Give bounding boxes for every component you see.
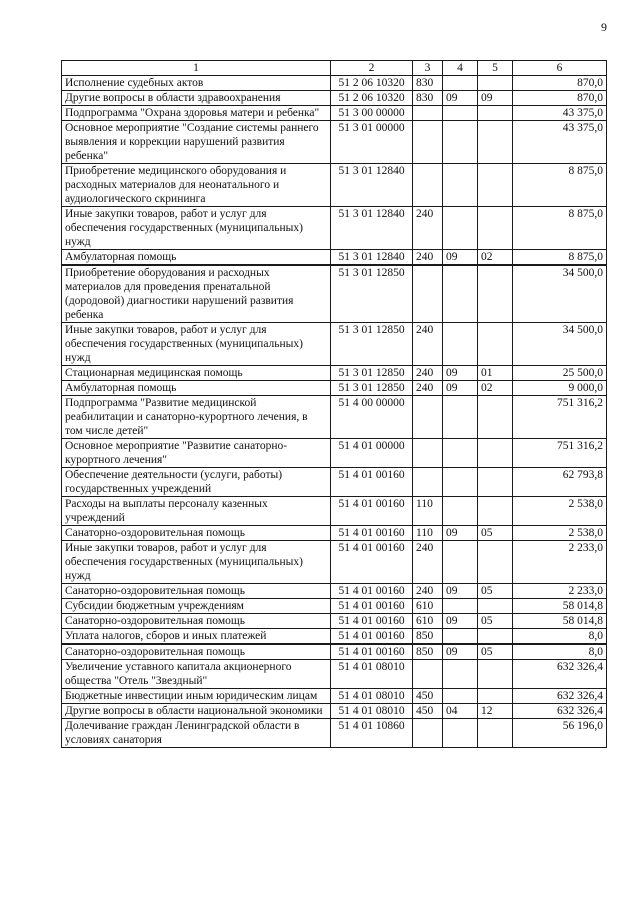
cell-c4 (443, 323, 478, 366)
cell-c4 (443, 396, 478, 439)
cell-c3 (413, 164, 443, 207)
header-cell: 1 (62, 61, 331, 76)
cell-code: 51 3 00 00000 (331, 106, 413, 121)
cell-amount: 870,0 (513, 76, 607, 91)
table-row (62, 689, 607, 704)
cell-code: 51 3 01 12850 (331, 381, 413, 396)
cell-name: Амбулаторная помощь (62, 381, 331, 396)
cell-c4 (443, 689, 478, 704)
cell-c4 (443, 164, 478, 207)
cell-c4 (443, 106, 478, 121)
table-header-row (62, 61, 607, 76)
cell-c5 (478, 541, 513, 584)
cell-code: 51 4 01 00160 (331, 468, 413, 497)
cell-c5 (478, 106, 513, 121)
cell-name: Санаторно-оздоровительная помощь (62, 584, 331, 599)
cell-c3 (413, 719, 443, 748)
cell-c5: 05 (478, 614, 513, 629)
cell-c5 (478, 76, 513, 91)
cell-code: 51 4 01 00000 (331, 439, 413, 468)
cell-name: Обеспечение деятельности (услуги, работы) государственных учреждений (62, 468, 331, 497)
cell-code: 51 4 01 00160 (331, 526, 413, 541)
cell-c4 (443, 76, 478, 91)
cell-c3: 610 (413, 614, 443, 629)
cell-c4: 09 (443, 526, 478, 541)
header-cell: 2 (331, 61, 413, 76)
cell-amount: 25 500,0 (513, 366, 607, 381)
cell-code: 51 2 06 10320 (331, 91, 413, 106)
cell-c3: 110 (413, 526, 443, 541)
table-row (62, 439, 607, 468)
cell-c5 (478, 439, 513, 468)
cell-code: 51 4 01 00160 (331, 629, 413, 645)
cell-c4 (443, 660, 478, 689)
table-row (62, 207, 607, 250)
cell-name: Приобретение медицинского оборудования и расходных материалов для неонатального и аудиологического скрининга (62, 164, 331, 207)
cell-c5 (478, 599, 513, 614)
table-row (62, 719, 607, 748)
cell-code: 51 3 01 12850 (331, 265, 413, 323)
cell-code: 51 4 01 08010 (331, 704, 413, 719)
cell-c3: 240 (413, 366, 443, 381)
table-row (62, 76, 607, 91)
cell-c4 (443, 497, 478, 526)
cell-c3: 850 (413, 629, 443, 645)
cell-amount: 62 793,8 (513, 468, 607, 497)
table-row (62, 704, 607, 719)
table-row (62, 396, 607, 439)
cell-c3 (413, 265, 443, 323)
cell-c5: 05 (478, 526, 513, 541)
cell-c5: 09 (478, 91, 513, 106)
cell-name: Стационарная медицинская помощь (62, 366, 331, 381)
cell-c4: 04 (443, 704, 478, 719)
cell-name: Подпрограмма "Охрана здоровья матери и ребенка" (62, 106, 331, 121)
cell-c5: 12 (478, 704, 513, 719)
cell-c4: 09 (443, 250, 478, 266)
cell-c5 (478, 468, 513, 497)
cell-amount: 9 000,0 (513, 381, 607, 396)
cell-c5 (478, 265, 513, 323)
table-row (62, 106, 607, 121)
cell-c4: 09 (443, 614, 478, 629)
cell-code: 51 2 06 10320 (331, 76, 413, 91)
cell-c5: 02 (478, 381, 513, 396)
cell-code: 51 3 01 12850 (331, 366, 413, 381)
table-row (62, 91, 607, 106)
cell-c4 (443, 121, 478, 164)
cell-c5: 05 (478, 644, 513, 660)
cell-code: 51 4 01 00160 (331, 541, 413, 584)
cell-amount: 34 500,0 (513, 265, 607, 323)
cell-name: Расходы на выплаты персоналу казенных учреждений (62, 497, 331, 526)
cell-c4 (443, 207, 478, 250)
cell-c3: 450 (413, 689, 443, 704)
cell-name: Иные закупки товаров, работ и услуг для обеспечения государственных (муниципальных) нужд (62, 207, 331, 250)
cell-c5 (478, 207, 513, 250)
cell-name: Субсидии бюджетным учреждениям (62, 599, 331, 614)
table-row (62, 629, 607, 645)
table-row (62, 584, 607, 599)
cell-c3 (413, 396, 443, 439)
cell-code: 51 3 01 12840 (331, 250, 413, 266)
cell-c3: 830 (413, 91, 443, 106)
cell-c3 (413, 660, 443, 689)
cell-amount: 58 014,8 (513, 614, 607, 629)
cell-code: 51 4 01 00160 (331, 614, 413, 629)
cell-code: 51 3 01 12840 (331, 207, 413, 250)
cell-amount: 8 875,0 (513, 207, 607, 250)
cell-code: 51 3 01 12840 (331, 164, 413, 207)
cell-name: Подпрограмма "Развитие медицинской реабилитации и санаторно-курортного лечения, в том числе детей" (62, 396, 331, 439)
cell-amount: 34 500,0 (513, 323, 607, 366)
cell-amount: 8 875,0 (513, 164, 607, 207)
cell-c4: 09 (443, 381, 478, 396)
cell-name: Санаторно-оздоровительная помощь (62, 614, 331, 629)
cell-c4: 09 (443, 366, 478, 381)
cell-c5 (478, 660, 513, 689)
page-number: 9 (601, 20, 607, 34)
budget-table (61, 60, 607, 748)
cell-amount: 8 875,0 (513, 250, 607, 266)
cell-code: 51 4 01 00160 (331, 584, 413, 599)
cell-name: Уплата налогов, сборов и иных платежей (62, 629, 331, 645)
table-row (62, 164, 607, 207)
table-row (62, 468, 607, 497)
cell-c4 (443, 265, 478, 323)
cell-c3: 240 (413, 207, 443, 250)
cell-amount: 58 014,8 (513, 599, 607, 614)
cell-c3: 450 (413, 704, 443, 719)
cell-c3: 850 (413, 644, 443, 660)
cell-name: Иные закупки товаров, работ и услуг для обеспечения государственных (муниципальных) нужд (62, 541, 331, 584)
cell-amount: 751 316,2 (513, 439, 607, 468)
cell-amount: 8,0 (513, 644, 607, 660)
cell-name: Приобретение оборудования и расходных материалов для проведения пренатальной (дородовой) диагностики нарушений развития ребенка (62, 265, 331, 323)
cell-c3 (413, 121, 443, 164)
cell-c5: 01 (478, 366, 513, 381)
cell-c5 (478, 719, 513, 748)
cell-c4: 09 (443, 91, 478, 106)
cell-c4 (443, 468, 478, 497)
cell-code: 51 3 01 00000 (331, 121, 413, 164)
cell-c4 (443, 599, 478, 614)
cell-name: Санаторно-оздоровительная помощь (62, 526, 331, 541)
cell-amount: 43 375,0 (513, 106, 607, 121)
cell-c3: 240 (413, 381, 443, 396)
cell-c4 (443, 629, 478, 645)
cell-c3: 610 (413, 599, 443, 614)
table-row (62, 614, 607, 629)
table-row (62, 381, 607, 396)
cell-name: Основное мероприятие "Создание системы раннего выявления и коррекции нарушений развития ребенка" (62, 121, 331, 164)
cell-code: 51 4 01 00160 (331, 497, 413, 526)
table-row (62, 526, 607, 541)
cell-c3 (413, 468, 443, 497)
cell-code: 51 4 01 10860 (331, 719, 413, 748)
cell-c5 (478, 689, 513, 704)
cell-name: Иные закупки товаров, работ и услуг для обеспечения государственных (муниципальных) нужд (62, 323, 331, 366)
cell-c4 (443, 439, 478, 468)
cell-c4: 09 (443, 584, 478, 599)
cell-c5 (478, 629, 513, 645)
cell-name: Амбулаторная помощь (62, 250, 331, 266)
cell-code: 51 4 00 00000 (331, 396, 413, 439)
cell-amount: 56 196,0 (513, 719, 607, 748)
cell-c5 (478, 323, 513, 366)
cell-c3 (413, 106, 443, 121)
header-cell: 6 (513, 61, 607, 76)
table-row (62, 265, 607, 323)
cell-c3: 240 (413, 584, 443, 599)
table-row (62, 250, 607, 266)
cell-code: 51 3 01 12850 (331, 323, 413, 366)
table-row (62, 599, 607, 614)
header-cell: 3 (413, 61, 443, 76)
cell-c4 (443, 541, 478, 584)
cell-code: 51 4 01 00160 (331, 644, 413, 660)
cell-amount: 2 538,0 (513, 526, 607, 541)
cell-amount: 870,0 (513, 91, 607, 106)
cell-name: Долечивание граждан Ленинградской области в условиях санатория (62, 719, 331, 748)
cell-amount: 2 233,0 (513, 541, 607, 584)
header-cell: 4 (443, 61, 478, 76)
table-row (62, 644, 607, 660)
cell-name: Санаторно-оздоровительная помощь (62, 644, 331, 660)
cell-amount: 2 538,0 (513, 497, 607, 526)
table-row (62, 366, 607, 381)
cell-c4: 09 (443, 644, 478, 660)
cell-c5 (478, 497, 513, 526)
table-row (62, 323, 607, 366)
cell-name: Другие вопросы в области национальной экономики (62, 704, 331, 719)
cell-code: 51 4 01 08010 (331, 689, 413, 704)
cell-code: 51 4 01 08010 (331, 660, 413, 689)
cell-c3: 240 (413, 323, 443, 366)
table-row (62, 660, 607, 689)
cell-c5: 05 (478, 584, 513, 599)
cell-amount: 751 316,2 (513, 396, 607, 439)
cell-name: Бюджетные инвестиции иным юридическим лицам (62, 689, 331, 704)
cell-c3 (413, 439, 443, 468)
cell-amount: 632 326,4 (513, 704, 607, 719)
cell-c3: 240 (413, 541, 443, 584)
cell-c5 (478, 121, 513, 164)
cell-name: Исполнение судебных актов (62, 76, 331, 91)
cell-amount: 43 375,0 (513, 121, 607, 164)
cell-c5 (478, 396, 513, 439)
cell-name: Основное мероприятие "Развитие санаторно-курортного лечения" (62, 439, 331, 468)
cell-name: Другие вопросы в области здравоохранения (62, 91, 331, 106)
cell-c5: 02 (478, 250, 513, 266)
cell-amount: 632 326,4 (513, 689, 607, 704)
cell-amount: 2 233,0 (513, 584, 607, 599)
cell-amount: 8,0 (513, 629, 607, 645)
cell-code: 51 4 01 00160 (331, 599, 413, 614)
table-row (62, 121, 607, 164)
cell-c3: 830 (413, 76, 443, 91)
cell-c3: 110 (413, 497, 443, 526)
cell-c3: 240 (413, 250, 443, 266)
cell-amount: 632 326,4 (513, 660, 607, 689)
table-row (62, 541, 607, 584)
cell-c5 (478, 164, 513, 207)
cell-name: Увеличение уставного капитала акционерного общества "Отель "Звездный" (62, 660, 331, 689)
header-cell: 5 (478, 61, 513, 76)
cell-c4 (443, 719, 478, 748)
table-row (62, 497, 607, 526)
